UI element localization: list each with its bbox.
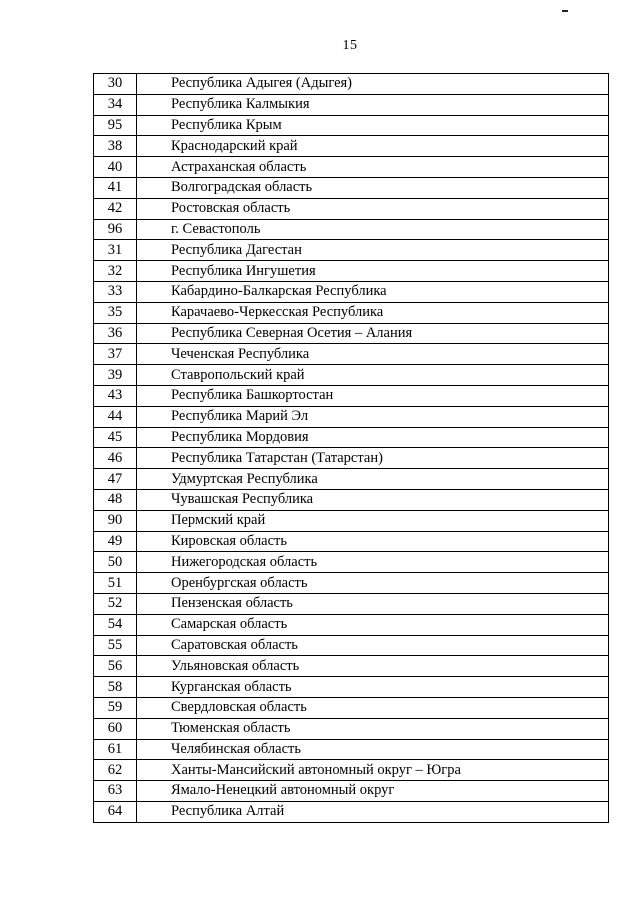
- region-name: г. Севастополь: [137, 219, 609, 240]
- table-row: [94, 760, 609, 781]
- region-name: Ульяновская область: [137, 656, 609, 677]
- region-code: 43: [94, 385, 137, 406]
- region-name: Челябинская область: [137, 739, 609, 760]
- table-row: [94, 739, 609, 760]
- table-row: [94, 261, 609, 282]
- region-code: 33: [94, 281, 137, 302]
- region-name: Республика Калмыкия: [137, 94, 609, 115]
- region-code: 35: [94, 302, 137, 323]
- region-code: 64: [94, 801, 137, 822]
- region-name: Ямало-Ненецкий автономный округ: [137, 781, 609, 802]
- table-row: [94, 614, 609, 635]
- region-name: Республика Татарстан (Татарстан): [137, 448, 609, 469]
- region-name: Пензенская область: [137, 593, 609, 614]
- region-code: 54: [94, 614, 137, 635]
- table-row: [94, 489, 609, 510]
- table-row: [94, 656, 609, 677]
- table-row: [94, 198, 609, 219]
- table-row: [94, 365, 609, 386]
- region-code: 37: [94, 344, 137, 365]
- region-code: 63: [94, 781, 137, 802]
- region-code: 42: [94, 198, 137, 219]
- region-code: 60: [94, 718, 137, 739]
- scan-mark: [562, 10, 568, 12]
- region-name: Ростовская область: [137, 198, 609, 219]
- table-row: [94, 635, 609, 656]
- regions-table-body: [94, 74, 609, 823]
- region-code: 56: [94, 656, 137, 677]
- region-name: Тюменская область: [137, 718, 609, 739]
- region-name: Курганская область: [137, 677, 609, 698]
- region-name: Республика Крым: [137, 115, 609, 136]
- region-code: 49: [94, 531, 137, 552]
- region-name: Астраханская область: [137, 157, 609, 178]
- region-code: 34: [94, 94, 137, 115]
- region-code: 31: [94, 240, 137, 261]
- region-name: Республика Дагестан: [137, 240, 609, 261]
- region-name: Карачаево-Черкесская Республика: [137, 302, 609, 323]
- table-row: [94, 593, 609, 614]
- region-name: Чеченская Республика: [137, 344, 609, 365]
- region-name: Пермский край: [137, 510, 609, 531]
- region-code: 30: [94, 74, 137, 95]
- region-name: Республика Адыгея (Адыгея): [137, 74, 609, 95]
- table-row: [94, 510, 609, 531]
- regions-table: [93, 73, 609, 823]
- table-row: [94, 302, 609, 323]
- table-row: [94, 718, 609, 739]
- region-code: 96: [94, 219, 137, 240]
- region-name: Республика Башкортостан: [137, 385, 609, 406]
- table-row: [94, 385, 609, 406]
- region-name: Республика Ингушетия: [137, 261, 609, 282]
- table-row: [94, 697, 609, 718]
- region-code: 46: [94, 448, 137, 469]
- table-row: [94, 573, 609, 594]
- table-row: [94, 177, 609, 198]
- table-row: [94, 157, 609, 178]
- region-name: Кабардино-Балкарская Республика: [137, 281, 609, 302]
- region-name: Свердловская область: [137, 697, 609, 718]
- table-row: [94, 801, 609, 822]
- table-row: [94, 115, 609, 136]
- table-row: [94, 74, 609, 95]
- table-row: [94, 781, 609, 802]
- page-number: 15: [342, 38, 358, 53]
- region-name: Ставропольский край: [137, 365, 609, 386]
- region-code: 59: [94, 697, 137, 718]
- region-name: Нижегородская область: [137, 552, 609, 573]
- table-row: [94, 552, 609, 573]
- table-row: [94, 406, 609, 427]
- region-code: 58: [94, 677, 137, 698]
- region-name: Республика Мордовия: [137, 427, 609, 448]
- region-name: Республика Северная Осетия – Алания: [137, 323, 609, 344]
- region-name: Саратовская область: [137, 635, 609, 656]
- region-code: 95: [94, 115, 137, 136]
- region-name: Кировская область: [137, 531, 609, 552]
- table-row: [94, 136, 609, 157]
- table-row: [94, 240, 609, 261]
- region-name: Республика Марий Эл: [137, 406, 609, 427]
- region-code: 50: [94, 552, 137, 573]
- region-code: 40: [94, 157, 137, 178]
- table-row: [94, 448, 609, 469]
- region-name: Самарская область: [137, 614, 609, 635]
- region-code: 47: [94, 469, 137, 490]
- region-code: 90: [94, 510, 137, 531]
- region-code: 62: [94, 760, 137, 781]
- region-code: 41: [94, 177, 137, 198]
- table-row: [94, 344, 609, 365]
- region-name: Краснодарский край: [137, 136, 609, 157]
- region-code: 38: [94, 136, 137, 157]
- region-code: 32: [94, 261, 137, 282]
- region-code: 55: [94, 635, 137, 656]
- region-name: Оренбургская область: [137, 573, 609, 594]
- region-name: Удмуртская Республика: [137, 469, 609, 490]
- table-row: [94, 427, 609, 448]
- region-code: 61: [94, 739, 137, 760]
- region-name: Волгоградская область: [137, 177, 609, 198]
- table-row: [94, 531, 609, 552]
- table-row: [94, 469, 609, 490]
- region-code: 45: [94, 427, 137, 448]
- region-name: Ханты-Мансийский автономный округ – Югра: [137, 760, 609, 781]
- region-code: 36: [94, 323, 137, 344]
- region-name: Чувашская Республика: [137, 489, 609, 510]
- region-code: 39: [94, 365, 137, 386]
- region-code: 48: [94, 489, 137, 510]
- table-row: [94, 94, 609, 115]
- region-code: 44: [94, 406, 137, 427]
- table-row: [94, 323, 609, 344]
- region-name: Республика Алтай: [137, 801, 609, 822]
- table-row: [94, 281, 609, 302]
- table-row: [94, 677, 609, 698]
- region-code: 52: [94, 593, 137, 614]
- table-row: [94, 219, 609, 240]
- region-code: 51: [94, 573, 137, 594]
